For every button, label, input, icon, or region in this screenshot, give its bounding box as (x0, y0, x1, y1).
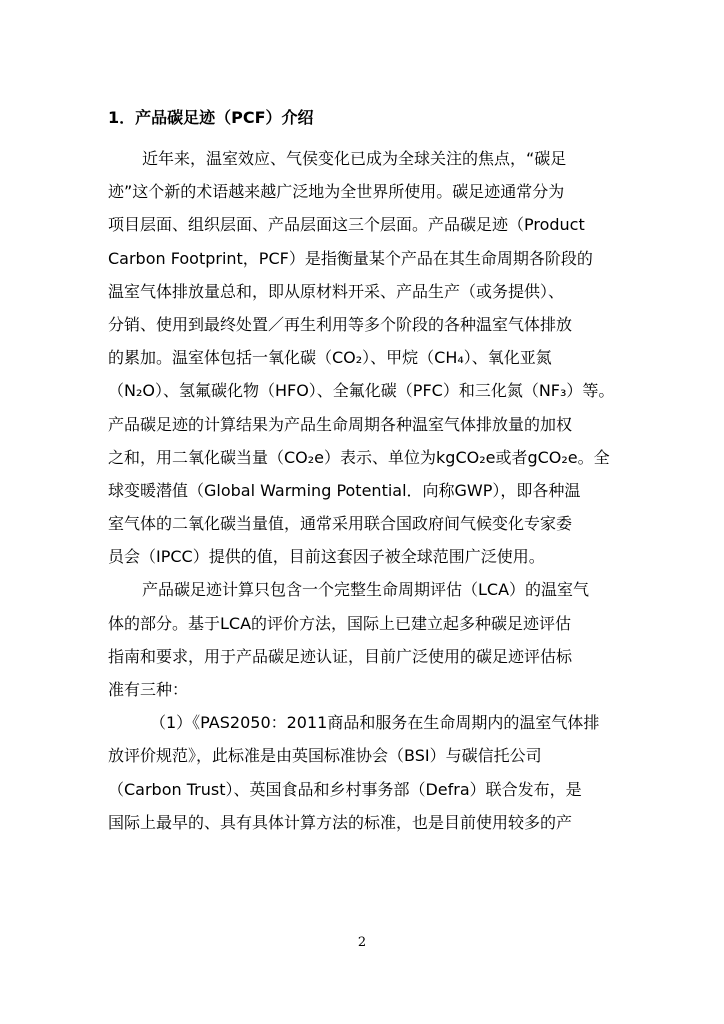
text-line: 近年来，温室效应、气侯变化已成为全球关注的焦点，“碳足 (142, 149, 567, 168)
text-line: 员会（IPCC）提供的值，目前这套因子被全球范围广泛使用。 (108, 547, 545, 567)
text-line: 准有三种： (108, 680, 189, 699)
text-line: 之和，用二氧化碳当量（CO₂e）表示、单位为kgCO₂e或者gCO₂e。全 (108, 447, 610, 467)
text-line: （Carbon Trust）、英国食品和乡村事务部（Defra）联合发布，是 (108, 779, 582, 799)
text-line: 的累加。温室体包括一氧化碳（CO₂）、甲烷（CH₄）、氧化亚氮 (108, 348, 552, 368)
text-line: （N₂O）、氢氟碳化物（HFO）、全氟化碳（PFC）和三化氮（NF₃）等。 (108, 381, 615, 401)
text-line: 指南和要求，用于产品碳足迹认证，目前广泛使用的碳足迹评估标 (108, 646, 573, 666)
text-line: 体的部分。基于LCA的评价方法，国际上已建立起多种碳足迹评估 (108, 613, 572, 633)
body-text (108, 145, 628, 842)
text-line: 项目层面、组织层面、产品层面这三个层面。产品碳足迹（Product (108, 215, 585, 235)
text-line: 迹”这个新的术语越来越广泛地为全世界所使用。碳足迹通常分为 (108, 182, 565, 202)
text-line: 球变暖潜值（Global Warming Potential．向称GWP），即各种温 (108, 480, 581, 500)
text-line: 国际上最早的、具有具体计算方法的标准，也是目前使用较多的产 (108, 812, 573, 832)
text-line: （1）《PAS2050：2011商品和服务在生命周期内的温室气体排 (150, 713, 600, 733)
text-line: 温室气体排放量总和，即从原材料开采、产品生产（或务提供）、 (108, 281, 565, 301)
text-line: Carbon Footprint，PCF）是指衡量某个产品在其生命周期各阶段的 (108, 248, 593, 268)
text-line: 产品碳足迹的计算结果为产品生命周期各种温室气体排放量的加权 (108, 414, 573, 434)
page-number: 2 (357, 935, 367, 950)
text-line: 室气体的二氧化碳当量值，通常采用联合国政府间气候变化专家委 (108, 514, 573, 534)
section-heading: 1．产品碳足迹（PCF）介绍 (108, 108, 314, 127)
text-line: 放评价规范》，此标准是由英国标准协会（BSI）与碳信托公司 (108, 746, 542, 766)
text-line: 分销、使用到最终处置／再生利用等多个阶段的各种温室气体排放 (108, 314, 573, 334)
text-line: 产品碳足迹计算只包含一个完整生命周期评估（LCA）的温室气 (142, 580, 590, 600)
